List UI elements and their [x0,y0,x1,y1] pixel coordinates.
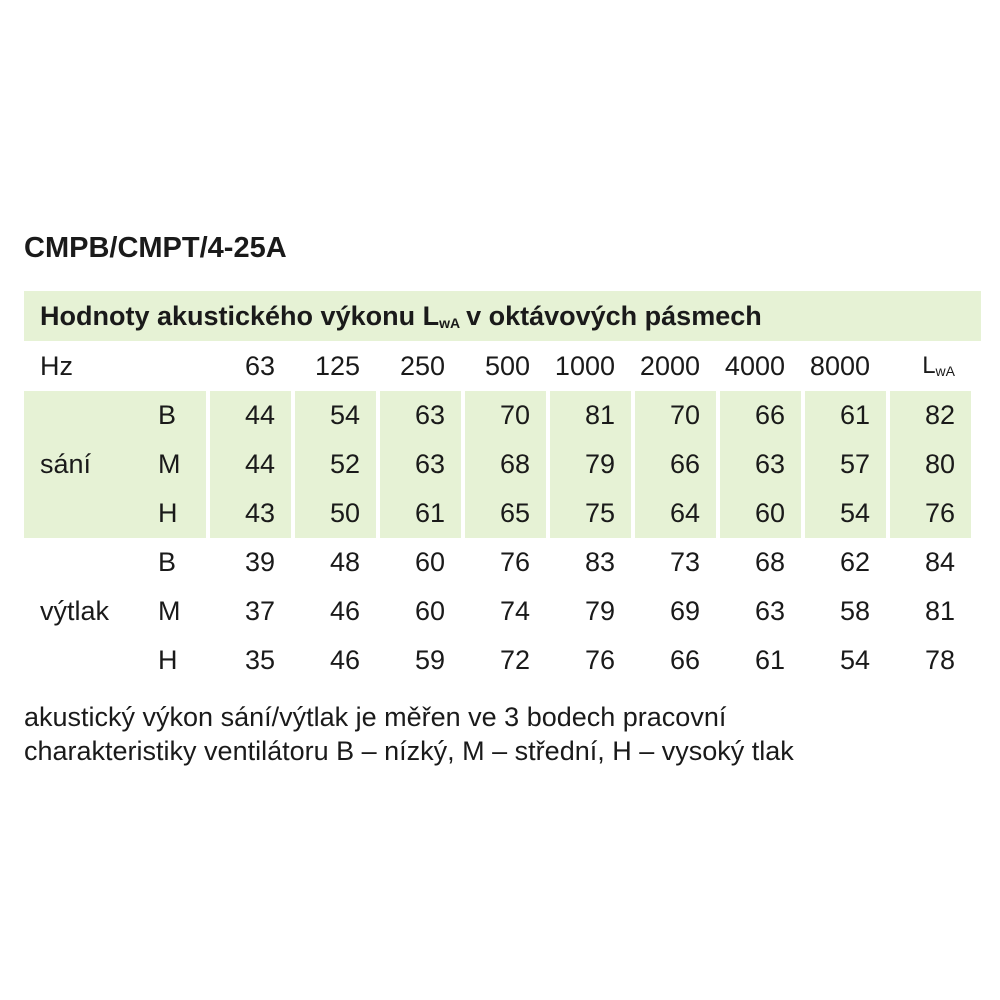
band-header: 500 [484,350,530,381]
band-value-cell: 70 [461,391,546,440]
band-header: 8000 [809,350,870,381]
footnote [24,700,984,768]
band-value-cell: 57 [801,440,886,489]
band-value-cell: 43 [206,489,291,538]
band-value-cell: 83 [584,547,615,577]
band-value-cell: 65 [461,489,546,538]
mode-cell: H [144,489,206,538]
mode-cell: B [158,547,177,577]
band-value-cell: 70 [631,391,716,440]
band-value-cell: 60 [716,489,801,538]
band-value-cell: 46 [329,596,360,626]
mode-cell: B [144,391,206,440]
band-value-cell: 52 [291,440,376,489]
band-value-cell: 61 [801,391,886,440]
band-value-cell: 81 [546,391,631,440]
acoustic-table [24,291,981,685]
band-value-cell: 35 [244,645,275,675]
lwa-header-sub: wA [935,363,955,379]
band-value-cell: 60 [414,596,445,626]
band-value-cell: 61 [376,489,461,538]
band-value-cell: 54 [801,489,886,538]
band-value-cell: 39 [244,547,275,577]
hz-header: Hz [40,350,73,381]
band-value-cell: 54 [291,391,376,440]
mode-header-blank [144,341,206,391]
footnote-line-1: akustický výkon sání/výtlak je měřen ve 3 bodech pracovní [24,702,727,732]
band-value-cell: 79 [584,596,615,626]
band-value-cell: 59 [414,645,445,675]
band-value-cell: 79 [546,440,631,489]
band-value-cell: 69 [669,596,700,626]
table-grid [24,341,981,685]
band-value-cell: 54 [839,645,870,675]
band-header: 125 [314,350,360,381]
mode-cell: M [158,596,181,626]
band-value-cell: 58 [839,596,870,626]
band-value-cell: 68 [754,547,785,577]
band-value-cell: 66 [669,645,700,675]
band-value-cell: 63 [716,440,801,489]
mode-cell: M [144,440,206,489]
caption-prefix: Hodnoty akustického výkonu L [40,300,440,331]
band-value-cell: 73 [669,547,700,577]
band-value-cell: 68 [461,440,546,489]
lwa-value-cell: 80 [886,440,971,489]
band-value-cell: 72 [499,645,530,675]
lwa-header-main: L [922,352,936,379]
band-value-cell: 48 [329,547,360,577]
band-value-cell: 76 [499,547,530,577]
band-value-cell: 46 [329,645,360,675]
band-value-cell: 74 [499,596,530,626]
table-caption [24,291,981,341]
lwa-value-cell: 78 [924,645,955,675]
band-value-cell: 63 [376,440,461,489]
band-value-cell: 62 [839,547,870,577]
band-value-cell: 66 [716,391,801,440]
lwa-value-cell: 76 [886,489,971,538]
footnote-line-2: charakteristiky ventilátoru B – nízký, M – střední, H – vysoký tlak [24,736,794,766]
band-value-cell: 61 [754,645,785,675]
band-value-cell: 60 [414,547,445,577]
lwa-header [886,341,971,391]
lwa-value-cell: 82 [886,391,971,440]
band-value-cell: 63 [754,596,785,626]
band-value-cell: 75 [546,489,631,538]
band-header: 250 [399,350,445,381]
band-value-cell: 63 [376,391,461,440]
band-value-cell: 76 [584,645,615,675]
band-value-cell: 44 [206,391,291,440]
caption-subscript: wA [439,315,461,331]
band-value-cell: 37 [244,596,275,626]
band-header: 4000 [724,350,785,381]
group-label: výtlak [40,596,110,626]
caption-suffix: v oktávových pásmech [466,300,762,331]
band-value-cell: 50 [291,489,376,538]
band-header: 2000 [639,350,700,381]
band-value-cell: 44 [206,440,291,489]
band-header: 63 [244,350,275,381]
product-title: CMPB/CMPT/4-25A [24,232,287,264]
group-label: sání [24,391,144,538]
band-value-cell: 66 [631,440,716,489]
lwa-value-cell: 84 [924,547,955,577]
mode-cell: H [158,645,178,675]
band-header: 1000 [554,350,615,381]
band-value-cell: 64 [631,489,716,538]
lwa-value-cell: 81 [924,596,955,626]
